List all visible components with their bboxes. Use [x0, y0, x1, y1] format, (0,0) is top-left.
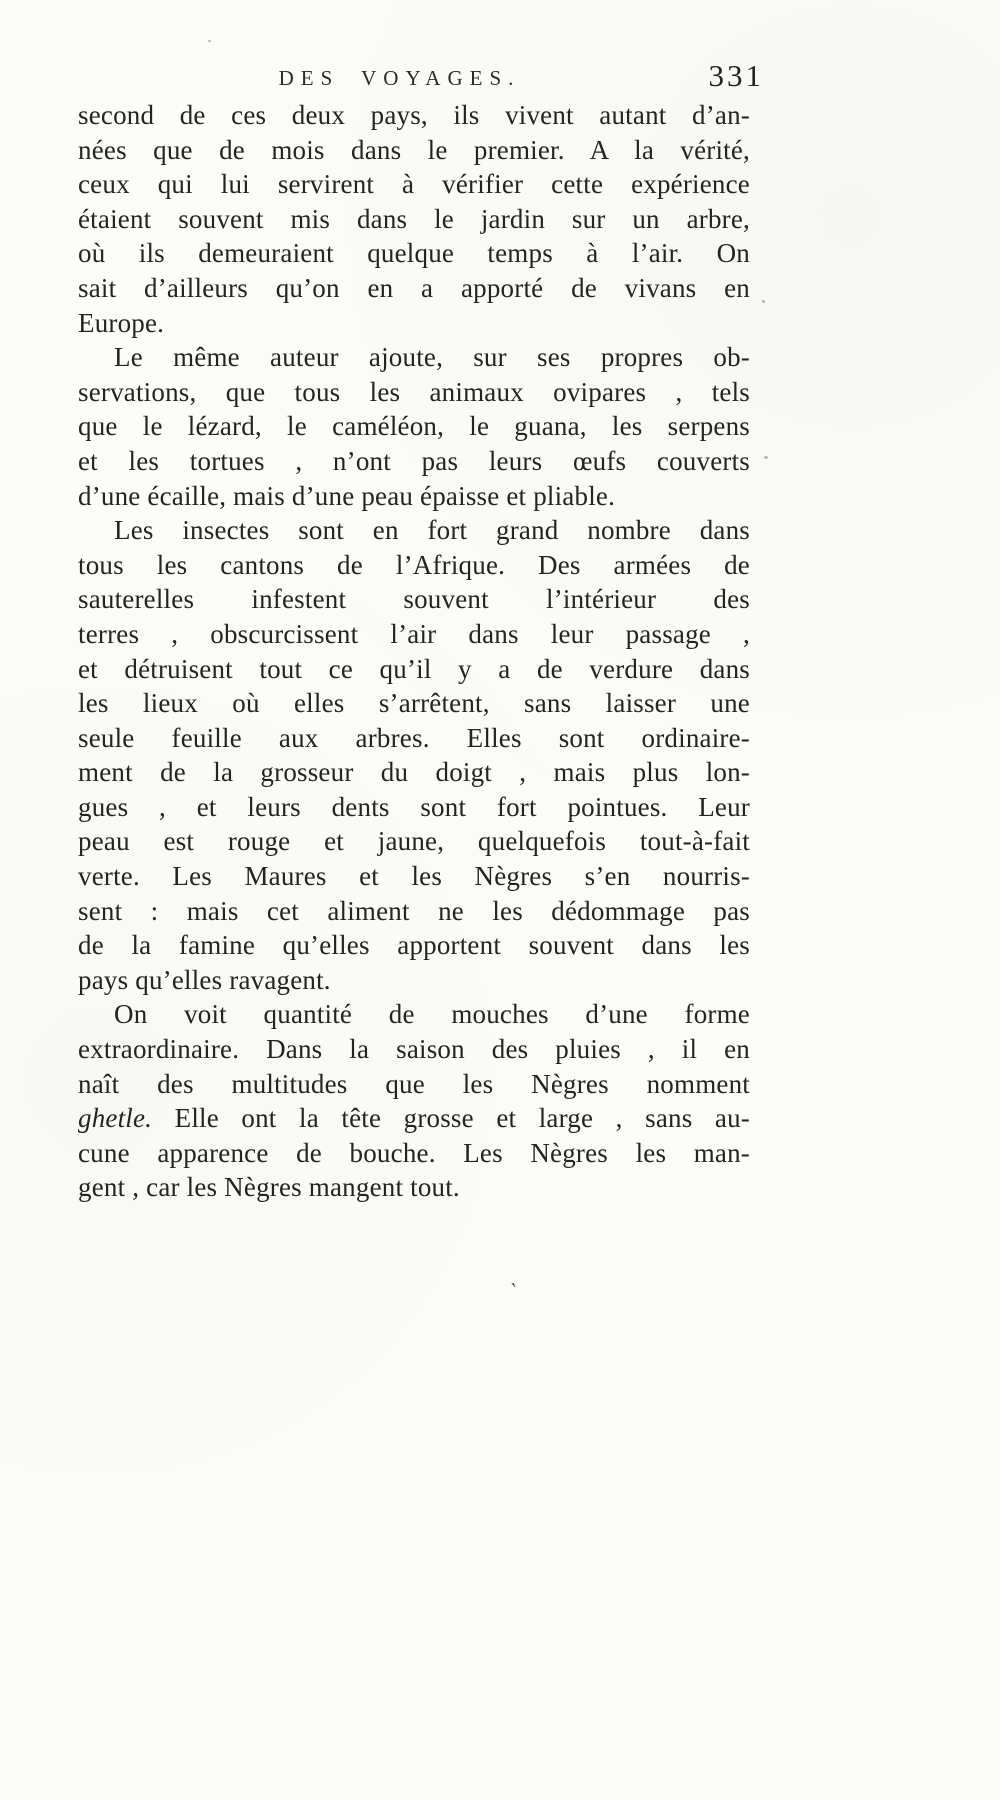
- text-line: étaient souvent mis dans le jardin sur un arbre,: [78, 203, 750, 234]
- text-line: extraordinaire. Dans la saison des pluies , il en: [78, 1034, 750, 1065]
- text-line: On voit quantité de mouches d’une forme: [114, 999, 750, 1030]
- text-line: gues , et leurs dents sont fort pointues. Leur: [78, 791, 750, 822]
- text-line: de la famine qu’elles apportent souvent dans les: [78, 930, 750, 961]
- text-line: d’une écaille, mais d’une peau épaisse et pliable.: [78, 480, 616, 511]
- text-line: sauterelles infestent souvent l’intérieur des: [78, 584, 750, 615]
- text-line: gent , car les Nègres mangent tout.: [78, 1172, 460, 1203]
- text-line: second de ces deux pays, ils vivent autant d’an-: [78, 100, 750, 130]
- text-line: les lieux où elles s’arrêtent, sans laisser une: [78, 688, 750, 719]
- text-line: peau est rouge et jaune, quelquefois tout-à-fait: [78, 826, 750, 857]
- text-line: servations, que tous les animaux ovipares , tels: [78, 376, 750, 407]
- scan-stray-mark: ˎ: [509, 1261, 522, 1288]
- text-line: et les tortues , n’ont pas leurs œufs couverts: [78, 445, 750, 476]
- paragraph-1: [78, 98, 750, 340]
- text-line: cune apparence de bouche. Les Nègres les man-: [78, 1137, 750, 1168]
- text-segment: Elle ont la tête grosse et large , sans au-: [152, 1103, 750, 1134]
- text-line: naît des multitudes que les Nègres nomment: [78, 1068, 750, 1099]
- running-header-title: DES VOYAGES.: [278, 66, 521, 90]
- text-line: Europe.: [78, 307, 165, 338]
- italic-term: ghetle.: [78, 1103, 153, 1134]
- text-line: seule feuille aux arbres. Elles sont ordinaire-: [78, 722, 750, 753]
- paragraph-3: [78, 513, 750, 997]
- scan-speck: [764, 456, 768, 459]
- text-line: sent : mais cet aliment ne les dédommage pas: [78, 895, 750, 926]
- page-number: 331: [708, 58, 764, 93]
- text-line: [78, 1101, 750, 1136]
- text-line: et détruisent tout ce qu’il y a de verdure dans: [78, 653, 750, 684]
- text-line: sait d’ailleurs qu’on en a apporté de vivans en: [78, 272, 750, 303]
- text-line: Le même auteur ajoute, sur ses propres ob-: [114, 342, 750, 373]
- paragraph-2: [78, 340, 750, 513]
- text-line: pays qu’elles ravagent.: [78, 964, 331, 995]
- scan-speck: [208, 40, 211, 42]
- text-line: tous les cantons de l’Afrique. Des armées de: [78, 549, 750, 580]
- text-line: que le lézard, le caméléon, le guana, les serpens: [78, 411, 750, 442]
- text-line: terres , obscurcissent l’air dans leur passage ,: [78, 618, 750, 649]
- scan-speck: [762, 300, 765, 303]
- paragraph-4: [78, 997, 750, 1205]
- text-line: ment de la grosseur du doigt , mais plus lon-: [78, 757, 750, 788]
- text-line: ceux qui lui servirent à vérifier cette expérience: [78, 169, 750, 200]
- running-header: [78, 58, 764, 102]
- text-line: Les insectes sont en fort grand nombre dans: [114, 515, 750, 546]
- text-line: verte. Les Maures et les Nègres s’en nourris-: [78, 861, 750, 892]
- page-body-text: [78, 98, 750, 1205]
- text-line: nées que de mois dans le premier. A la vérité,: [78, 134, 750, 165]
- text-line: où ils demeuraient quelque temps à l’air. On: [78, 238, 750, 269]
